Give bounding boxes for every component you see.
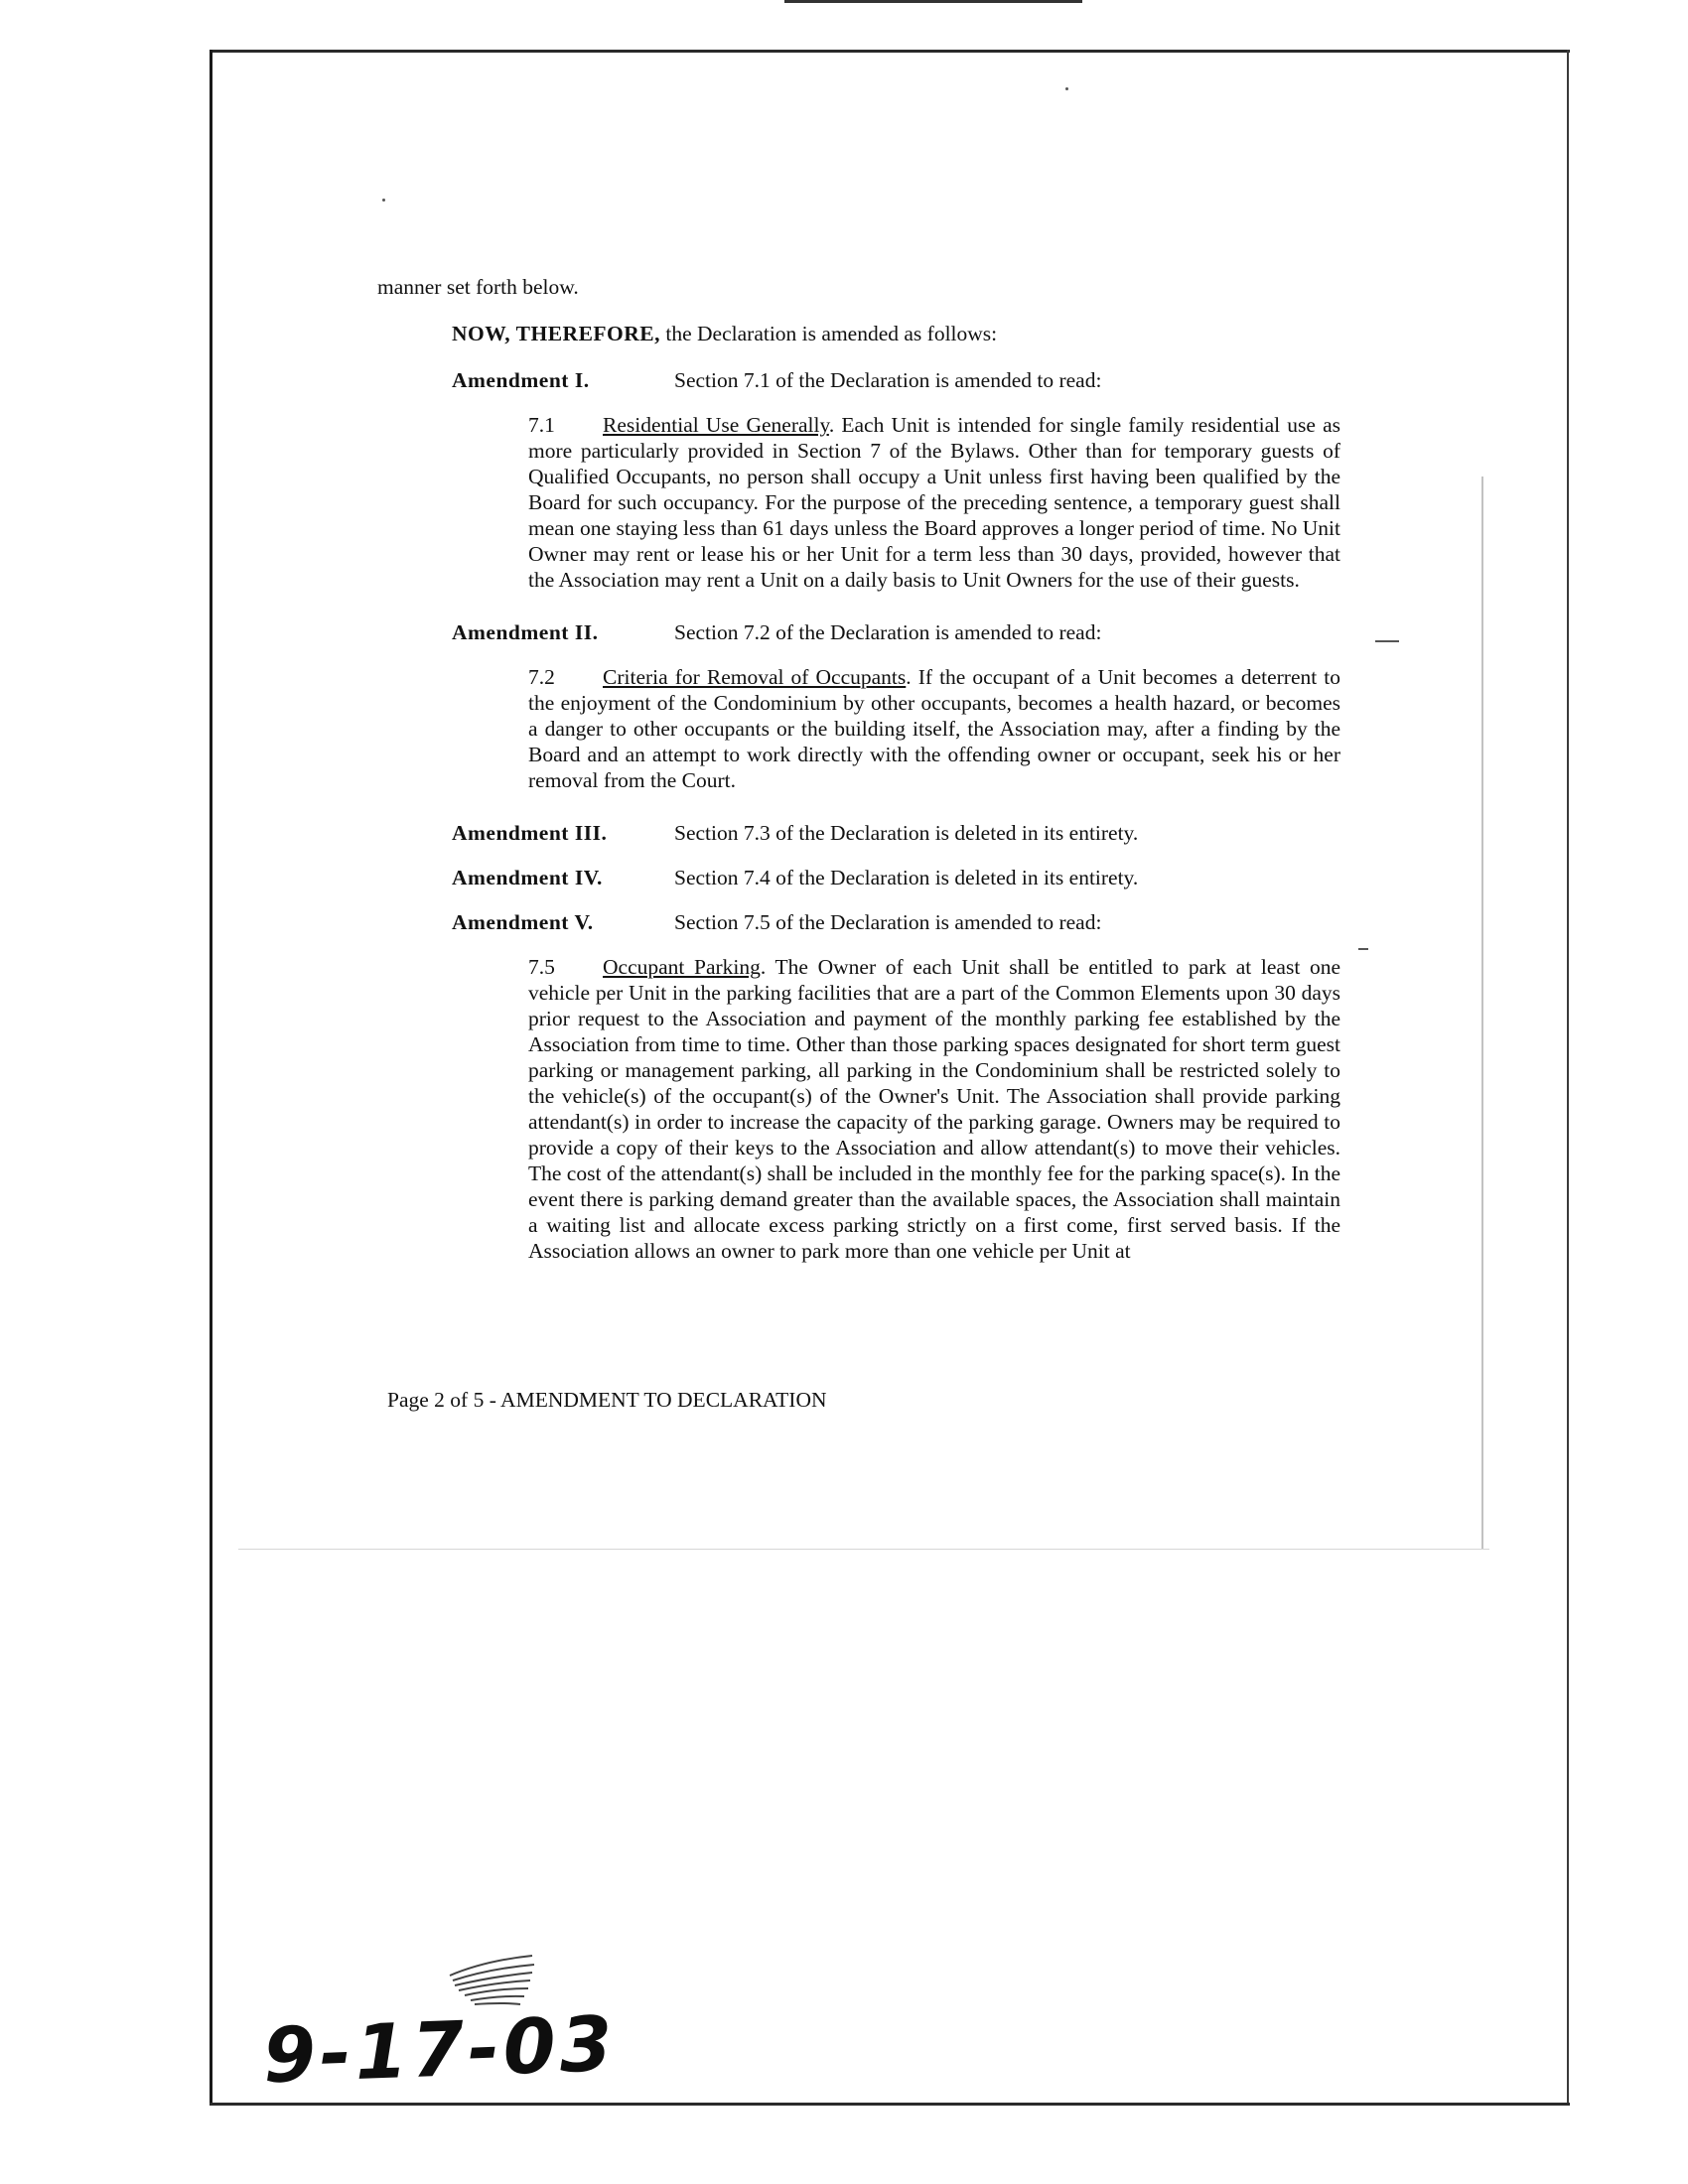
scan-speck: [382, 199, 385, 202]
section-7-1: [528, 412, 1340, 593]
section-body: . The Owner of each Unit shall be entitled to park at least one vehicle per Unit in the parking facilities that are a part of the Common Elements upon 30 days prior request to the Association and payment of the monthly parking fee established by the Association from time to time. Other than those parking spaces designated for short term guest parking or management parking, all parking in the Condominium shall be restricted solely to the vehicle(s) of the occupant(s) of the Owner's Unit. The Association shall provide parking attendant(s) in order to increase the capacity of the parking garage. Owners may be required to provide a copy of their keys to the Association and allow attendant(s) to move their vehicles. The cost of the attendant(s) shall be included in the monthly fee for the parking space(s). In the event there is parking demand greater than the available spaces, the Association shall maintain a waiting list and allocate excess parking strictly on a first come, first served basis. If the Association allows an owner to park more than one vehicle per Unit at: [528, 955, 1340, 1263]
amendment-label: Amendment I.: [452, 368, 590, 392]
section-title: Residential Use Generally: [603, 413, 829, 437]
document-body: [377, 274, 1340, 1291]
amendment-3: [452, 820, 1340, 846]
now-therefore-rest: the Declaration is amended as follows:: [660, 322, 998, 345]
lead-fragment: manner set forth below.: [377, 275, 579, 299]
scan-frame-top: [210, 50, 1570, 53]
scan-inner-edge-bottom: [238, 1549, 1489, 1550]
scan-frame-right: [1567, 50, 1569, 2105]
amendment-label: Amendment V.: [452, 910, 594, 934]
section-7-5: [528, 954, 1340, 1264]
scan-frame-left: [210, 50, 212, 2105]
section-number: 7.1: [528, 413, 555, 437]
amendment-label: Amendment III.: [452, 821, 608, 845]
amendment-label: Amendment IV.: [452, 866, 603, 889]
amendment-text: Section 7.4 of the Declaration is deleted in its entirety.: [674, 866, 1139, 889]
section-7-2: [528, 664, 1340, 793]
scan-speck: [1065, 87, 1068, 90]
section-number: 7.5: [528, 955, 555, 979]
now-therefore-clause: [452, 321, 1340, 346]
scan-speck: [1375, 640, 1399, 642]
section-number: 7.2: [528, 665, 555, 689]
now-therefore-bold: NOW, THEREFORE,: [452, 322, 661, 345]
section-body: . If the occupant of a Unit becomes a deterrent to the enjoyment of the Condominium by other occupants, becomes a health hazard, or becomes a danger to other occupants or the building itself, the Association may, after a finding by the Board and an attempt to work directly with the offending owner or occupant, seek his or her removal from the Court.: [528, 665, 1340, 792]
amendment-text: Section 7.5 of the Declaration is amended to read:: [674, 910, 1102, 934]
section-title: Criteria for Removal of Occupants: [603, 665, 907, 689]
scan-inner-edge-right: [1481, 477, 1483, 1549]
section-title: Occupant Parking: [603, 955, 761, 979]
page-footer: Page 2 of 5 - AMENDMENT TO DECLARATION: [387, 1388, 827, 1412]
amendment-text: Section 7.3 of the Declaration is deleted in its entirety.: [674, 821, 1139, 845]
amendment-label: Amendment II.: [452, 620, 599, 644]
section-body: . Each Unit is intended for single family residential use as more particularly provided in Section 7 of the Bylaws. Other than for temporary guests of Qualified Occupants, no person shall occupy a Unit unless first having been qualified by the Board for such occupancy. For the purpose of the preceding sentence, a temporary guest shall mean one staying less than 61 days unless the Board approves a longer period of time. No Unit Owner may rent or lease his or her Unit for a term less than 30 days, provided, however that the Association may rent a Unit on a daily basis to Unit Owners for the use of their guests.: [528, 413, 1340, 592]
amendment-1: [452, 367, 1340, 393]
scan-frame-bottom: [210, 2103, 1570, 2106]
amendment-text: Section 7.1 of the Declaration is amended to read:: [674, 368, 1102, 392]
scan-speck: [1358, 948, 1368, 950]
scan-top-marks: [784, 0, 1082, 7]
amendment-5: [452, 909, 1340, 935]
amendment-2: [452, 619, 1340, 645]
amendment-text: Section 7.2 of the Declaration is amended to read:: [674, 620, 1102, 644]
handwritten-date: 9-17-03: [261, 1998, 618, 2101]
amendment-4: [452, 865, 1340, 890]
